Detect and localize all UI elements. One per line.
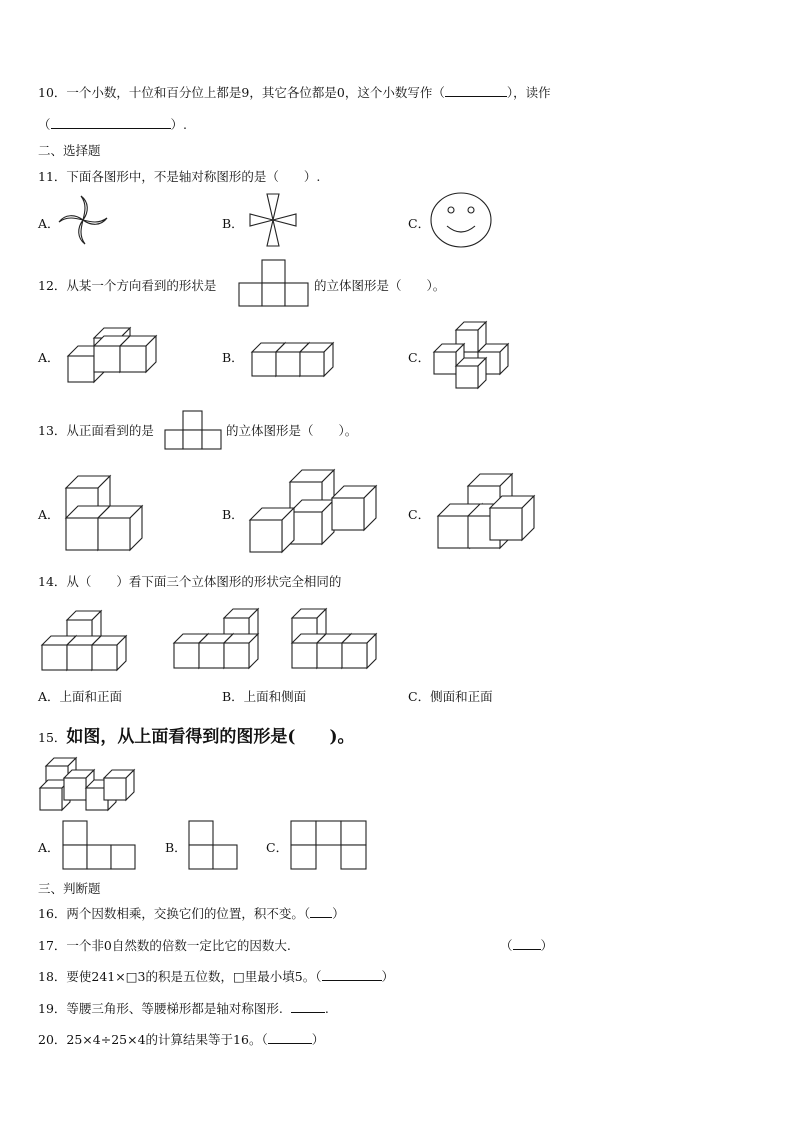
question-19 — [38, 999, 329, 1017]
q14-option-a[interactable]: A．上面和正面 — [38, 689, 123, 704]
q15-figure — [38, 756, 138, 814]
q20-answer-blank[interactable] — [268, 1043, 312, 1044]
question-12 — [38, 276, 216, 294]
q16-text: 16．两个因数相乘，交换它们的位置，积不变。（ — [38, 906, 311, 921]
question-11: 11．下面各图形中，不是轴对称图形的是（ ）. — [38, 169, 321, 184]
q11-option-b[interactable]: B． — [222, 216, 244, 231]
q10-answer-blank-2[interactable] — [51, 128, 171, 129]
q15-option-c-figure — [290, 820, 368, 870]
q10-text: 10．一个小数，十位和百分位上都是9，其它各位都是0，这个小数写作（ — [38, 85, 445, 100]
cube — [120, 336, 156, 372]
question-10-line2 — [38, 115, 187, 133]
pinwheel-icon — [60, 194, 106, 246]
cube — [300, 343, 333, 376]
q15-text: 如图，从上面看得到的图形是( )。 — [66, 727, 355, 747]
q12-option-c-figure — [432, 320, 514, 392]
q13-option-c[interactable]: C． — [408, 507, 431, 522]
q11-option-a[interactable]: A． — [38, 216, 60, 231]
cube — [104, 770, 134, 800]
q10-text-suffix: ），读作 — [506, 85, 551, 100]
q14-option-c[interactable]: C．侧面和正面 — [408, 689, 493, 704]
q13-option-a-figure — [64, 474, 146, 554]
q12-option-a[interactable]: A． — [38, 350, 60, 365]
smiley-face-icon — [430, 192, 492, 248]
section-choice-title: 二、选择题 — [38, 143, 101, 158]
q19-close: . — [324, 1001, 329, 1016]
cube — [224, 634, 258, 668]
q16-close: ） — [332, 906, 345, 921]
q15-option-a-figure — [62, 820, 138, 870]
cube — [332, 486, 376, 530]
q12-view-shape — [238, 259, 310, 307]
q18-text: 18．要使241×□3的积是五位数，□里最小填5。（ — [38, 969, 322, 984]
q11-option-c[interactable]: C． — [408, 216, 431, 231]
q19-answer-blank[interactable] — [291, 1012, 325, 1013]
cube — [250, 508, 294, 552]
q13-option-a[interactable]: A． — [38, 507, 60, 522]
section-judge-title: 三、判断题 — [38, 881, 101, 896]
q13-suffix: 的立体图形是（ ）。 — [226, 423, 358, 438]
q19-text: 19．等腰三角形、等腰梯形都是轴对称图形. — [38, 1001, 283, 1016]
question-16 — [38, 904, 345, 922]
q10-answer-blank-1[interactable] — [445, 96, 507, 97]
q20-close: ） — [311, 1032, 325, 1047]
q13-view-shape — [164, 410, 222, 450]
q12-option-c[interactable]: C． — [408, 350, 431, 365]
q18-answer-blank[interactable] — [322, 980, 382, 981]
q14-figure-3 — [290, 606, 380, 668]
question-13 — [38, 421, 154, 439]
q18-close: ） — [381, 969, 395, 984]
q15-option-c[interactable]: C． — [266, 840, 289, 855]
question-10 — [38, 83, 551, 101]
q10-open: （ — [38, 117, 51, 132]
q12-prefix: 12．从某一个方向看到的形状是 — [38, 278, 217, 293]
q15-option-a[interactable]: A． — [38, 840, 60, 855]
q15-number: 15． — [38, 730, 67, 745]
q12-option-b[interactable]: B． — [222, 350, 244, 365]
q13-prefix: 13．从正面看到的是 — [38, 423, 154, 438]
cube — [490, 496, 534, 540]
q16-answer-blank[interactable] — [310, 917, 332, 918]
q14-figure-2 — [172, 606, 262, 668]
four-blade-star-icon — [248, 192, 298, 248]
cube — [92, 636, 126, 670]
question-18 — [38, 967, 394, 985]
question-17: 17．一个非0自然数的倍数一定比它的因数大. — [38, 938, 291, 953]
cube — [456, 358, 486, 388]
q13-option-c-figure — [436, 472, 528, 552]
q14-figure-1 — [40, 608, 130, 670]
question-20 — [38, 1030, 324, 1048]
cube — [290, 500, 334, 544]
q17-close: ） — [540, 938, 554, 953]
q13-option-b[interactable]: B． — [222, 507, 244, 522]
q15-option-b-figure — [188, 820, 240, 870]
q20-text: 20．25×4÷25×4的计算结果等于16。（ — [38, 1032, 268, 1047]
q12-option-a-figure — [66, 326, 158, 388]
q15-option-b[interactable]: B． — [165, 840, 187, 855]
question-14: 14．从（ ）看下面三个立体图形的形状完全相同的 — [38, 574, 342, 589]
q12-suffix: 的立体图形是（ ）。 — [314, 278, 446, 293]
q12-option-b-figure — [250, 332, 340, 382]
q17-open: （ — [500, 938, 513, 953]
q17-answer-blank[interactable] — [513, 949, 541, 950]
question-15 — [38, 722, 355, 747]
q13-option-b-figure — [248, 468, 378, 556]
cube — [342, 634, 376, 668]
q14-option-b[interactable]: B．上面和侧面 — [222, 689, 307, 704]
q10-close: ）. — [170, 117, 187, 132]
cube — [98, 506, 142, 550]
q17-answer — [500, 936, 553, 954]
